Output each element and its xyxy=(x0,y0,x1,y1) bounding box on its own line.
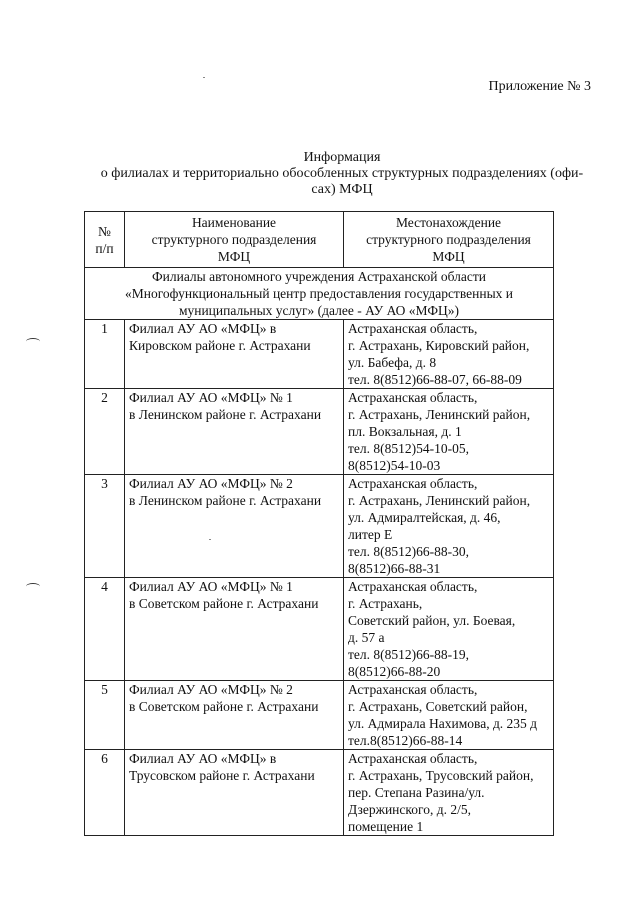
table-row xyxy=(85,578,554,681)
row-number: 3 xyxy=(85,475,125,578)
document-heading xyxy=(82,150,602,198)
scan-speck xyxy=(203,77,205,78)
heading-subtitle-line1: о филиалах и территориально обособленных структурных подразделениях (офи- xyxy=(100,166,584,181)
row-location: Астраханская область, г. Астрахань, Ленинский район, ул. Адмиралтейская, д. 46, литер Е тел. 8(8512)66-88-30, 8(8512)66-88-31 xyxy=(344,475,554,578)
row-number: 4 xyxy=(85,578,125,681)
appendix-label: Приложение № 3 xyxy=(488,79,591,94)
row-number: 5 xyxy=(85,681,125,750)
row-name: Филиал АУ АО «МФЦ» № 2 в Ленинском районе г. Астрахани xyxy=(125,475,344,578)
table-row xyxy=(85,681,554,750)
row-location: Астраханская область, г. Астрахань, Ленинский район, пл. Вокзальная, д. 1 тел. 8(8512)54-10-05, 8(8512)54-10-03 xyxy=(344,389,554,475)
group-title: Филиалы автономного учреждения Астраханской области «Многофункциональный центр предоставления государственных и муниципальных услуг» (далее - АУ АО «МФЦ») xyxy=(85,268,554,320)
row-name: Филиал АУ АО «МФЦ» в Трусовском районе г. Астрахани xyxy=(125,750,344,836)
row-name: Филиал АУ АО «МФЦ» № 1 в Ленинском районе г. Астрахани xyxy=(125,389,344,475)
row-name: Филиал АУ АО «МФЦ» в Кировском районе г. Астрахани xyxy=(125,320,344,389)
binder-mark xyxy=(26,583,40,590)
header-location: Местонахождение структурного подразделения МФЦ xyxy=(344,212,554,268)
row-location: Астраханская область, г. Астрахань, Трусовский район, пер. Степана Разина/ул. Дзержинского, д. 2/5, помещение 1 xyxy=(344,750,554,836)
binder-mark xyxy=(26,338,40,345)
row-location: Астраханская область, г. Астрахань, Советский район, ул. Боевая, д. 57 а тел. 8(8512)66-88-19, 8(8512)66-88-20 xyxy=(344,578,554,681)
row-number: 6 xyxy=(85,750,125,836)
table-row xyxy=(85,475,554,578)
table-row xyxy=(85,750,554,836)
row-name: Филиал АУ АО «МФЦ» № 1 в Советском районе г. Астрахани xyxy=(125,578,344,681)
branches-table xyxy=(84,211,554,836)
row-location: Астраханская область, г. Астрахань, Кировский район, ул. Бабефа, д. 8 тел. 8(8512)66-88-07, 66-88-09 xyxy=(344,320,554,389)
table-header-row xyxy=(85,212,554,268)
row-name: Филиал АУ АО «МФЦ» № 2 в Советском районе г. Астрахани xyxy=(125,681,344,750)
row-number: 1 xyxy=(85,320,125,389)
row-location: Астраханская область, г. Астрахань, Советский район, ул. Адмирала Нахимова, д. 235 д тел.8(8512)66-88-14 xyxy=(344,681,554,750)
table-row xyxy=(85,320,554,389)
group-row xyxy=(85,268,554,320)
row-number: 2 xyxy=(85,389,125,475)
table-row xyxy=(85,389,554,475)
heading-title: Информация xyxy=(303,150,381,165)
header-number: № п/п xyxy=(85,212,125,268)
heading-subtitle-line2: сах) МФЦ xyxy=(311,182,373,197)
header-name: Наименование структурного подразделения МФЦ xyxy=(125,212,344,268)
